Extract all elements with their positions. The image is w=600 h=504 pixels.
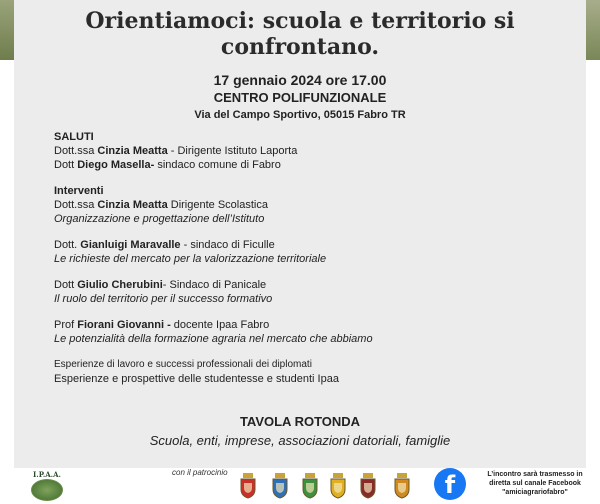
speaker-line	[54, 198, 554, 212]
interventi-heading: Interventi	[54, 185, 104, 197]
speaker-topic: Le potenzialità della formazione agraria nel mercato che abbiamo	[54, 333, 373, 345]
speaker-role: sindaco comune di Fabro	[154, 159, 281, 171]
live-line-2: diretta sul canale Facebook	[489, 480, 581, 487]
speaker-role: - Dirigente Istituto Laporta	[167, 145, 298, 157]
speaker-name: Cinzia Meatta	[97, 145, 168, 157]
school-logo	[22, 470, 72, 502]
program	[54, 130, 554, 398]
saluti-section	[54, 130, 554, 172]
event-address: Via del Campo Sportivo, 05015 Fabro TR	[194, 109, 406, 121]
speaker-line	[54, 318, 554, 332]
saluti-line-2	[54, 158, 554, 172]
invitation-card	[14, 0, 586, 468]
school-logo-text: I.P.A.A.	[33, 470, 61, 479]
round-table-subtitle: Scuola, enti, imprese, associazioni datoriali, famiglie	[149, 433, 451, 448]
municipal-crest-icon	[330, 473, 346, 499]
title-prefix: Dott.ssa	[54, 199, 98, 211]
title-prefix: Dott	[54, 159, 78, 171]
title-prefix: Dott	[54, 279, 78, 291]
school-logo-emblem-icon	[31, 479, 63, 501]
patronage-label: con il patrocinio	[172, 468, 228, 477]
municipal-crest-icon	[360, 473, 376, 499]
speaker-role: docente Ipaa Fabro	[170, 319, 270, 331]
speaker-name: Giulio Cherubini	[77, 279, 163, 291]
speaker-topic: Il ruolo del territorio per il successo formativo	[54, 293, 273, 305]
speaker-role: Dirigente Scolastica	[167, 199, 268, 211]
title-prefix: Dott.ssa	[54, 145, 98, 157]
saluti-line-1	[54, 144, 554, 158]
round-table-title: TAVOLA ROTONDA	[239, 414, 361, 429]
event-date: 17 gennaio 2024 ore 17.00	[213, 72, 387, 88]
experience-line-1: Esperienze di lavoro e successi professionali dei diplomati	[54, 359, 312, 370]
speaker-block	[54, 278, 554, 306]
speaker-name: Fiorani Giovanni -	[77, 319, 171, 331]
interventi-section	[54, 184, 554, 226]
saluti-heading: SALUTI	[54, 131, 94, 143]
speaker-name: Cinzia Meatta	[97, 199, 168, 211]
title-prefix: Dott.	[54, 239, 81, 251]
speaker-name: Diego Masella-	[77, 159, 155, 171]
title-prefix: Prof	[54, 319, 78, 331]
speaker-line	[54, 238, 554, 252]
experience-line-2: Esperienze e prospettive delle studentesse e studenti Ipaa	[54, 373, 339, 385]
municipal-crest-icon	[272, 473, 288, 499]
speaker-role: - sindaco di Ficulle	[180, 239, 275, 251]
speaker-topic: Le richieste del mercato per la valorizzazione territoriale	[54, 253, 327, 265]
experience-section	[54, 358, 554, 386]
municipal-crest-icon	[240, 473, 256, 499]
facebook-icon[interactable]: f	[434, 468, 466, 500]
municipal-crest-icon	[394, 473, 410, 499]
speaker-line	[54, 278, 554, 292]
speaker-block	[54, 318, 554, 346]
speaker-topic: Organizzazione e progettazione dell’Istituto	[54, 213, 265, 225]
event-title: Orientiamoci: scuola e territorio si confrontano.	[85, 8, 515, 60]
live-line-3: "amiciagrariofabro"	[502, 489, 568, 496]
speaker-role: - Sindaco di Panicale	[162, 279, 267, 291]
speaker-name: Gianluigi Maravalle	[80, 239, 181, 251]
live-line-1: L’incontro sarà trasmesso in	[487, 471, 583, 478]
live-stream-notice	[478, 470, 592, 497]
municipal-crest-icon	[302, 473, 318, 499]
event-venue: CENTRO POLIFUNZIONALE	[213, 90, 387, 105]
background-photo-left	[0, 0, 14, 60]
speaker-block	[54, 238, 554, 266]
background-photo-right	[586, 0, 600, 60]
